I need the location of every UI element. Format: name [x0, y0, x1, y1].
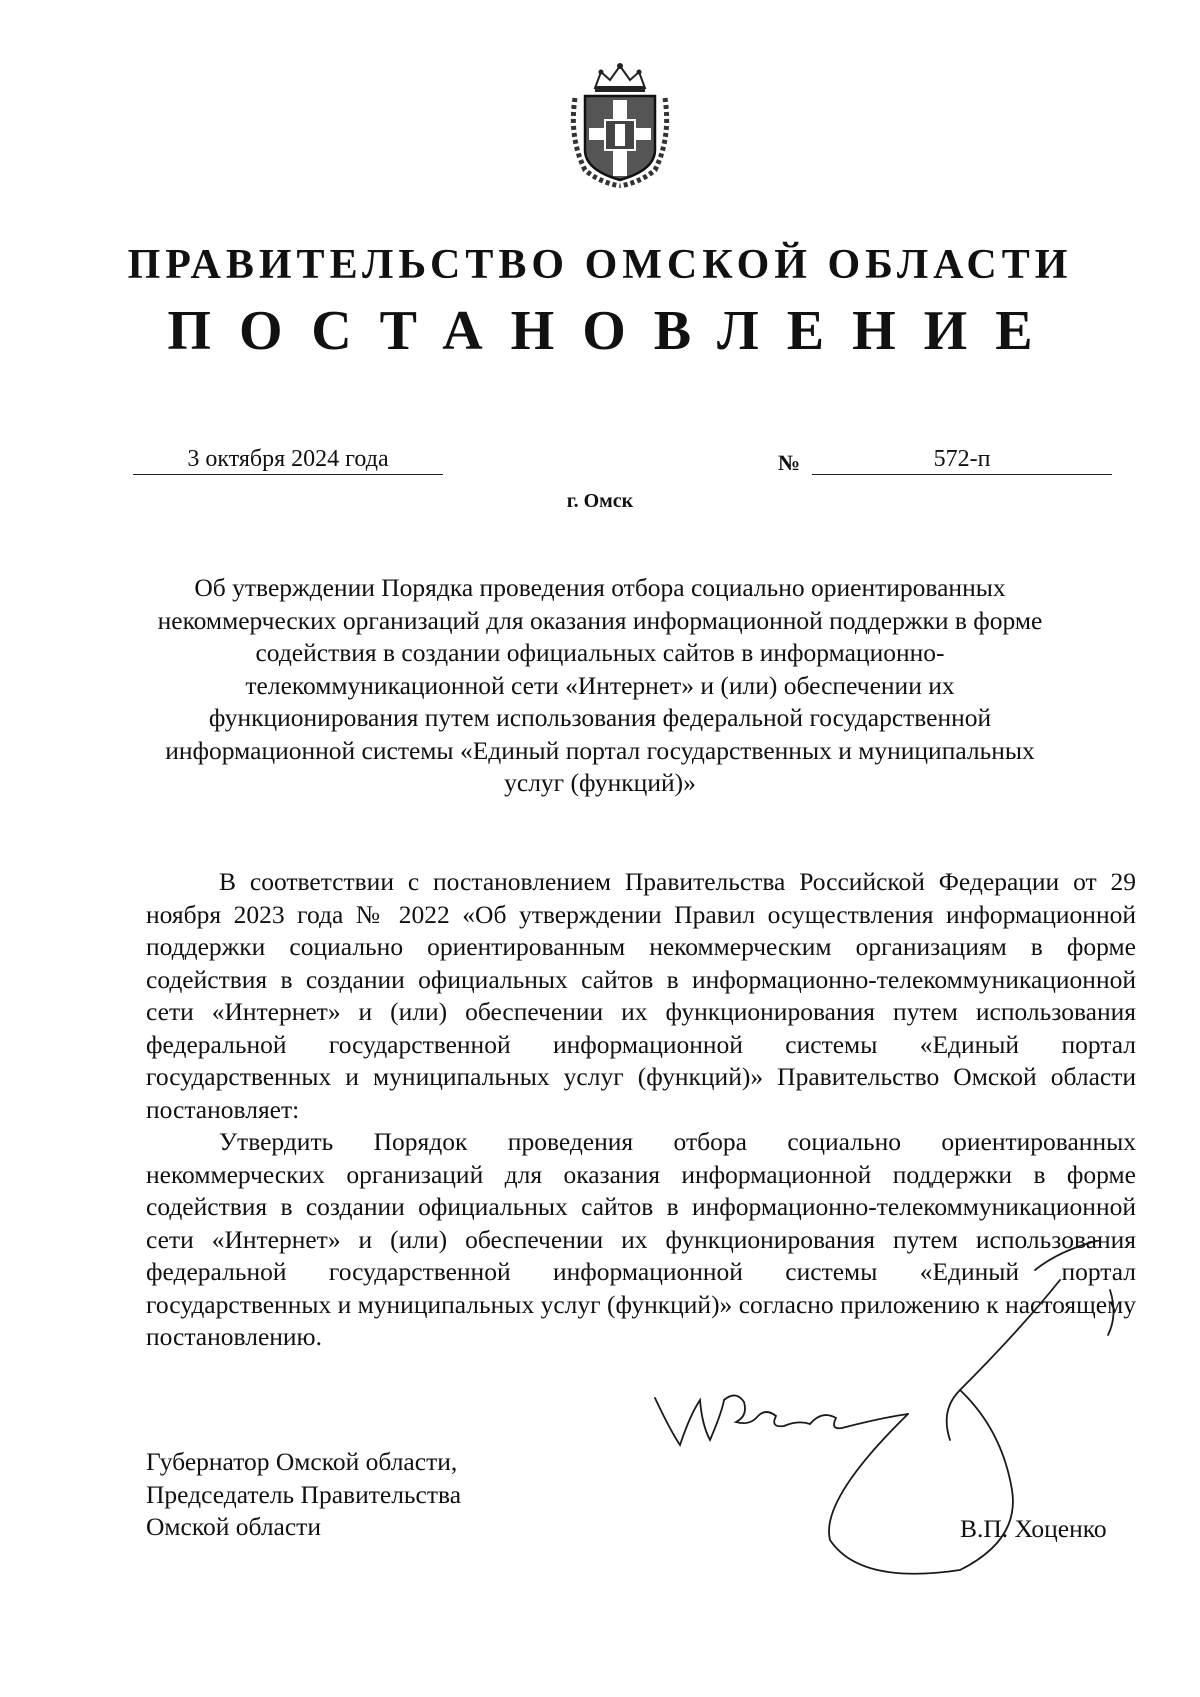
signatory-position-line: Губернатор Омской области,	[146, 1447, 458, 1476]
government-title: ПРАВИТЕЛЬСТВО ОМСКОЙ ОБЛАСТИ	[127, 242, 1073, 288]
signatory-position	[146, 1446, 461, 1544]
document-type-title: ПОСТАНОВЛЕНИЕ	[167, 300, 1061, 362]
coat-of-arms-icon	[565, 58, 675, 188]
document-number-label: №	[778, 450, 801, 475]
body-paragraph-preamble: В соответствии с постановлением Правительства Российской Федерации от 29 ноября 2023 года № 2022 «Об утверждении Правил осуществления информационной поддержки социально ориентированным некоммерческим организациям в форме содействия в создании официальных сайтов в информационно-телекоммуникационной сети «Интернет» и (или) обеспечении их функционирования путем использования федеральной государственной информационной системы «Единый портал государственных и муниципальных услуг (функций)» Правительство Омской области постановляет:	[146, 867, 1136, 1124]
document-city: г. Омск	[566, 490, 634, 512]
signatory-position-line: Омской области	[146, 1512, 321, 1541]
document-subject: Об утверждении Порядка проведения отбора социально ориентированных некоммерческих организаций для оказания информационной поддержки в форме содействия в создании официальных сайтов в информационно-телекоммуникационной сети «Интернет» и (или) обеспечении их функционирования путем использования федеральной государственной информационной системы «Единый портал государственных и муниципальных услуг (функций)»	[157, 573, 1043, 797]
document-number: 572-п	[812, 444, 1112, 475]
signatory-position-line: Председатель Правительства	[146, 1479, 462, 1509]
handwritten-signature-icon	[640, 1240, 1140, 1590]
body-paragraph-resolution: Утвердить Порядок проведения отбора социально ориентированных некоммерческих организаций для оказания информационной поддержки в форме содействия в создании официальных сайтов в информационно-телекоммуникационной сети «Интернет» и (или) обеспечении их функционирования путем использования федеральной государственной информационной системы «Единый портал государственных и муниципальных услуг (функций)» согласно приложению к настоящему постановлению.	[146, 1127, 1136, 1351]
document-date: 3 октября 2024 года	[133, 444, 443, 475]
signatory-name: В.П. Хоценко	[960, 1514, 1107, 1543]
